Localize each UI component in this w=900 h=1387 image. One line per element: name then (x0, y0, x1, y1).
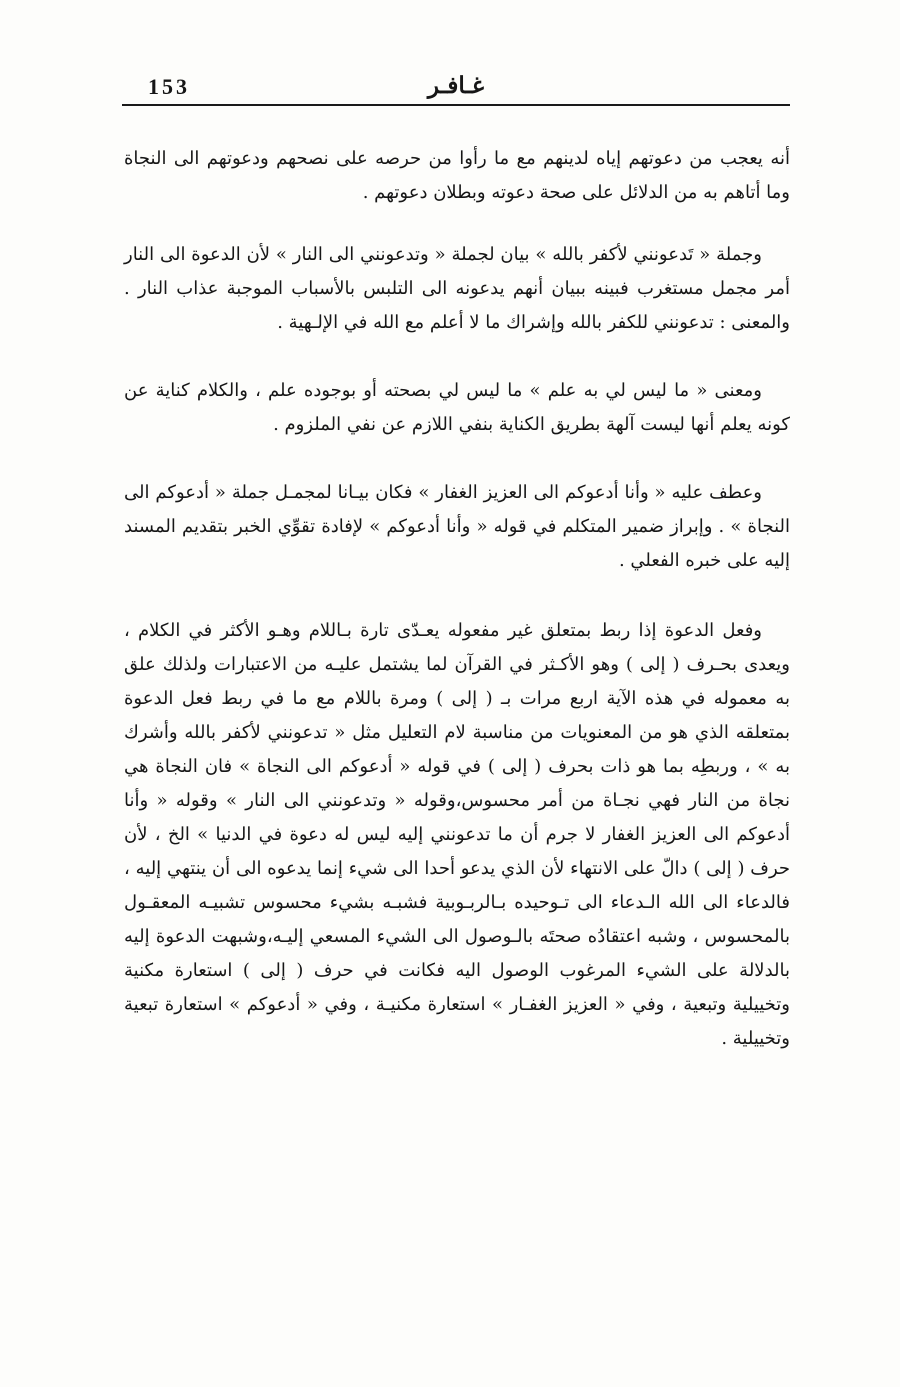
paragraph-5: وفعل الدعوة إذا ربط بمتعلق غير مفعوله يعـدّى تارة بـاللام وهـو الأكثر في الكلام ، ويعدى بحـرف ( إلى ) وهو الأكـثر في القرآن لما يشتمل عليـه من الاعتبارات ولذلك علق به معموله في هذه الآية اربع مرات بـ ( إلى ) ومرة باللام مع ما في ربط فعل الدعوة بمتعلقه الذي هو من المعنويات من مناسبة لام التعليل مثل « تدعونني لأكفر بالله وأشرك به » ، وربطِه بما هو ذات بحرف ( إلى ) في قوله « أدعوكم الى النجاة » فان النجاة هي نجاة من النار فهي نجـاة من أمر محسوس،وقوله « وتدعونني الى النار » وقوله « وأنا أدعوكم الى العزيز الغفار لا جرم أن ما تدعونني إليه ليس له دعوة في الدنيا » الخ ، لأن حرف ( إلى ) دالّ على الانتهاء لأن الذي يدعو أحدا الى شيء إنما يدعوه الى أن ينتهي إليه ، فالدعاء الى الله الـدعاء الى تـوحيده بـالربـوبية فشبـه بشيء محسوس تشبيـه المعقـول بالمحسوس ، وشبه اعتقادُه صحتَه بالـوصول الى الشيء المسعي إليـه،وشبهت الدعوة إليه بالدلالة على الشيء المرغوب الوصول اليه فكانت في حرف ( إلى ) استعارة مكنية وتخييلية وتبعية ، وفي « العزيز الغفـار » استعارة مكنيـة ، وفي « أدعوكم » استعارة تبعية وتخييلية . (124, 620, 790, 1049)
page-number: 153 (148, 74, 190, 99)
body-text (124, 142, 790, 1056)
paragraph-3: ومعنى « ما ليس لي به علم » ما ليس لي بصحته أو بوجوده علم ، والكلام كناية عن كونه يعلم أنها ليست آلهة بطريق الكناية بنفي اللازم عن نفي الملزوم . (124, 380, 790, 435)
paragraph-1: أنه يعجب من دعوتهم إياه لدينهم مع ما رأوا من حرصه على نصحهم ودعوتهم الى النجاة وما أتاهم به من الدلائل على صحة دعوته وبطلان دعوتهم . (124, 148, 790, 203)
header-rule (122, 104, 790, 106)
paragraph-2: وجملة « تَدعونني لأكفر بالله » بيان لجملة « وتدعونني الى النار » لأن الدعوة الى النار أمر مجمل مستغرب فبينه ببيان أنهم يدعونه الى التلبس بالأسباب الموجبة عذاب النار . والمعنى : تدعونني للكفر بالله وإشراك ما لا أعلم مع الله في الإلـهية . (124, 244, 790, 333)
running-title: غـافـر (427, 72, 485, 99)
paragraph-4: وعطف عليه « وأنا أدعوكم الى العزيز الغفار » فكان بيـانا لمجمـل جملة « أدعوكم الى النجاة » . وإبراز ضمير المتكلم في قوله « وأنا أدعوكم » لإفادة تقوِّي الخبر بتقديم المسند إليه على خبره الفعلي . (124, 482, 790, 571)
page-header (122, 60, 790, 106)
